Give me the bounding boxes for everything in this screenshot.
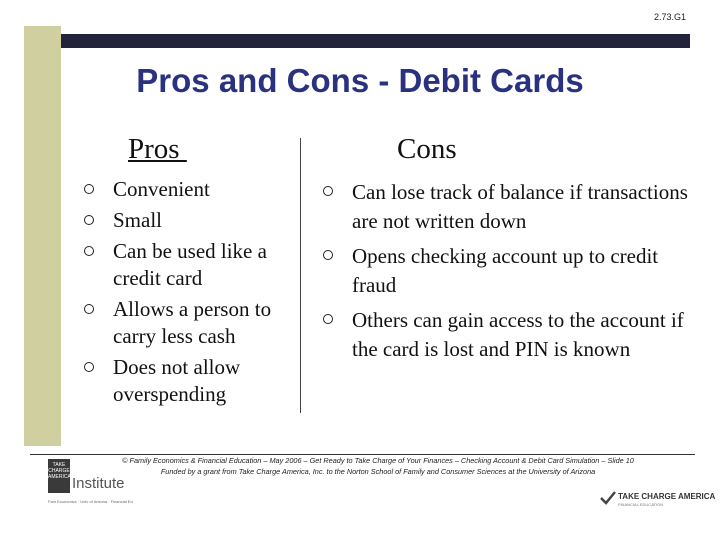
circle-bullet-icon	[84, 304, 94, 314]
slide-title: Pros and Cons - Debit Cards	[136, 62, 584, 99]
slide-id: 2.73.G1	[653, 12, 686, 22]
list-item-text: Can lose track of balance if transactions are not written down	[352, 180, 688, 233]
institute-logo-word: Institute	[72, 475, 125, 492]
list-item	[84, 207, 298, 234]
cons-list	[323, 178, 693, 370]
list-item-text: Does not allow overspending	[113, 355, 241, 406]
list-item	[84, 238, 298, 292]
list-item	[323, 178, 693, 236]
list-item-text: Others can gain access to the account if the card is lost and PIN is known	[352, 308, 684, 361]
list-item	[323, 242, 693, 300]
check-mark-icon	[600, 491, 616, 505]
pros-heading-text: Pros	[128, 133, 187, 165]
circle-bullet-icon	[323, 186, 333, 196]
institute-logo	[48, 459, 133, 509]
list-item	[84, 296, 298, 350]
footer-line-2: Funded by a grant from Take Charge America, Inc. to the Norton School of Family and Consumer Sciences at the University of Arizona	[160, 467, 596, 476]
circle-bullet-icon	[323, 314, 333, 324]
circle-bullet-icon	[84, 215, 94, 225]
pros-heading	[128, 133, 187, 166]
list-item	[84, 354, 298, 408]
list-item	[84, 176, 298, 203]
column-divider	[300, 138, 301, 413]
circle-bullet-icon	[84, 184, 94, 194]
footer-line-1: © Family Economics & Financial Education – May 2006 – Get Ready to Take Charge of Your Finances – Checking Account & Debit Card Simulation – Slide 10	[122, 456, 634, 465]
circle-bullet-icon	[84, 246, 94, 256]
institute-logo-sub: Fam Economics · Univ of Arizona · Financial Ed	[48, 499, 133, 504]
list-item-text: Small	[113, 208, 163, 232]
list-item-text: Convenient	[113, 177, 210, 201]
institute-logo-badge: TAKE CHARGE AMERICA	[48, 459, 70, 493]
take-charge-america-sub: FINANCIAL EDUCATION	[618, 502, 664, 507]
list-item-text: Opens checking account up to credit fraud	[352, 244, 659, 297]
top-accent-bar	[61, 34, 690, 48]
circle-bullet-icon	[323, 250, 333, 260]
list-item-text: Allows a person to carry less cash	[113, 297, 272, 348]
take-charge-america-word: TAKE CHARGE AMERICA	[618, 492, 716, 501]
take-charge-america-logo	[600, 491, 716, 511]
pros-list	[84, 176, 298, 412]
list-item-text: Can be used like a credit card	[113, 239, 267, 290]
footer-credits	[118, 455, 638, 477]
circle-bullet-icon	[84, 362, 94, 372]
cons-heading: Cons	[397, 133, 457, 165]
list-item	[323, 306, 693, 364]
